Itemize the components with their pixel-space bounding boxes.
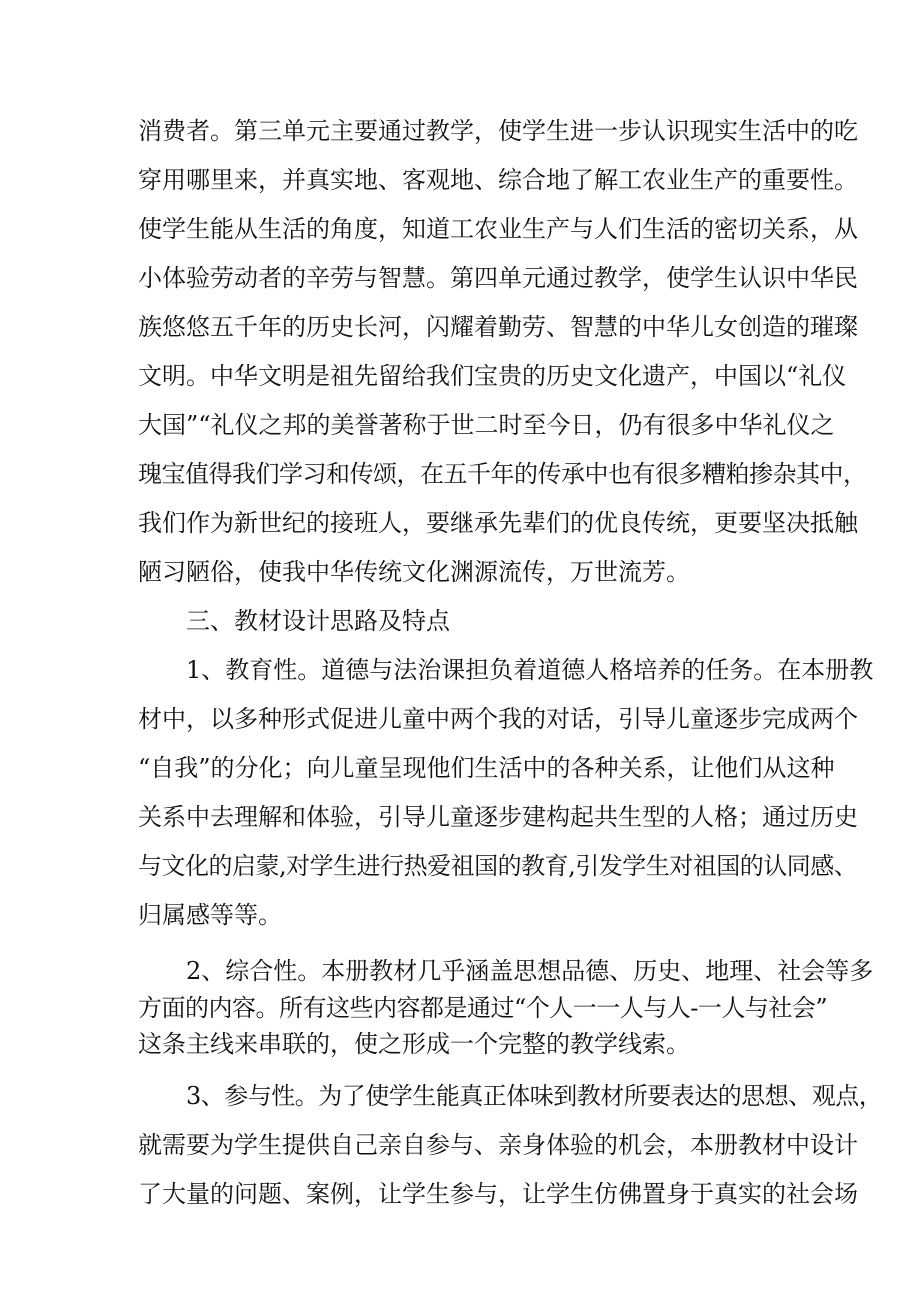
text-line: 使学生能从生活的角度，知道工农业生产与人们生活的密切关系，从	[138, 215, 858, 243]
text-line: 3、参与性。为了使学生能真正体味到教材所要表达的思想、观点，	[186, 1082, 883, 1110]
text-line: 陋习陋俗，使我中华传统文化渊源流传，万世流芳。	[138, 558, 690, 586]
text-line: 材中，以多种形式促进儿童中两个我的对话，引导儿童逐步完成两个	[138, 705, 858, 733]
text-line: 归属感等等。	[138, 901, 282, 929]
text-line: 大国”“礼仪之邦的美誉著称于世二时至今日，仍有很多中华礼仪之	[138, 411, 835, 439]
text-line: 文明。中华文明是祖先留给我们宝贵的历史文化遗产，中国以“礼仪	[138, 362, 847, 390]
text-line: 这条主线来串联的，使之形成一个完整的教学线索。	[138, 1030, 690, 1058]
text-line: 消费者。第三单元主要通过教学，使学生进一步认识现实生活中的吃	[138, 117, 858, 145]
section-heading: 三、教材设计思路及特点	[186, 607, 450, 635]
text-line: 穿用哪里来，并真实地、客观地、综合地了解工农业生产的重要性。	[138, 166, 858, 194]
text-line: 了大量的问题、案例，让学生参与，让学生仿佛置身于真实的社会场	[138, 1180, 858, 1208]
text-line: 2、综合性。本册教材几乎涵盖思想品德、历史、地理、社会等多	[186, 957, 874, 985]
text-line: 关系中去理解和体验，引导儿童逐步建构起共生型的人格；通过历史	[138, 803, 858, 831]
text-line: 小体验劳动者的辛劳与智慧。第四单元通过教学，使学生认识中华民	[138, 264, 858, 292]
text-line: 就需要为学生提供自己亲自参与、亲身体验的机会，本册教材中设计	[138, 1131, 858, 1159]
text-line: 族悠悠五千年的历史长河，闪耀着勤劳、智慧的中华儿女创造的璀璨	[138, 313, 858, 341]
text-line: 1、教育性。道德与法治课担负着道德人格培养的任务。在本册教	[186, 656, 874, 684]
text-line: “自我”的分化；向儿童呈现他们生活中的各种关系，让他们从这种	[138, 754, 835, 782]
text-line: 瑰宝值得我们学习和传颂，在五千年的传承中也有很多糟粕掺杂其中，	[138, 460, 867, 488]
text-line: 我们作为新世纪的接班人，要继承先辈们的优良传统，更要坚决抵触	[138, 509, 858, 537]
text-line: 方面的内容。所有这些内容都是通过“个人一一人与人-一人与社会”	[138, 994, 828, 1022]
text-line: 与文化的启蒙,对学生进行热爱祖国的教育,引发学生对祖国的认同感、	[138, 852, 858, 880]
